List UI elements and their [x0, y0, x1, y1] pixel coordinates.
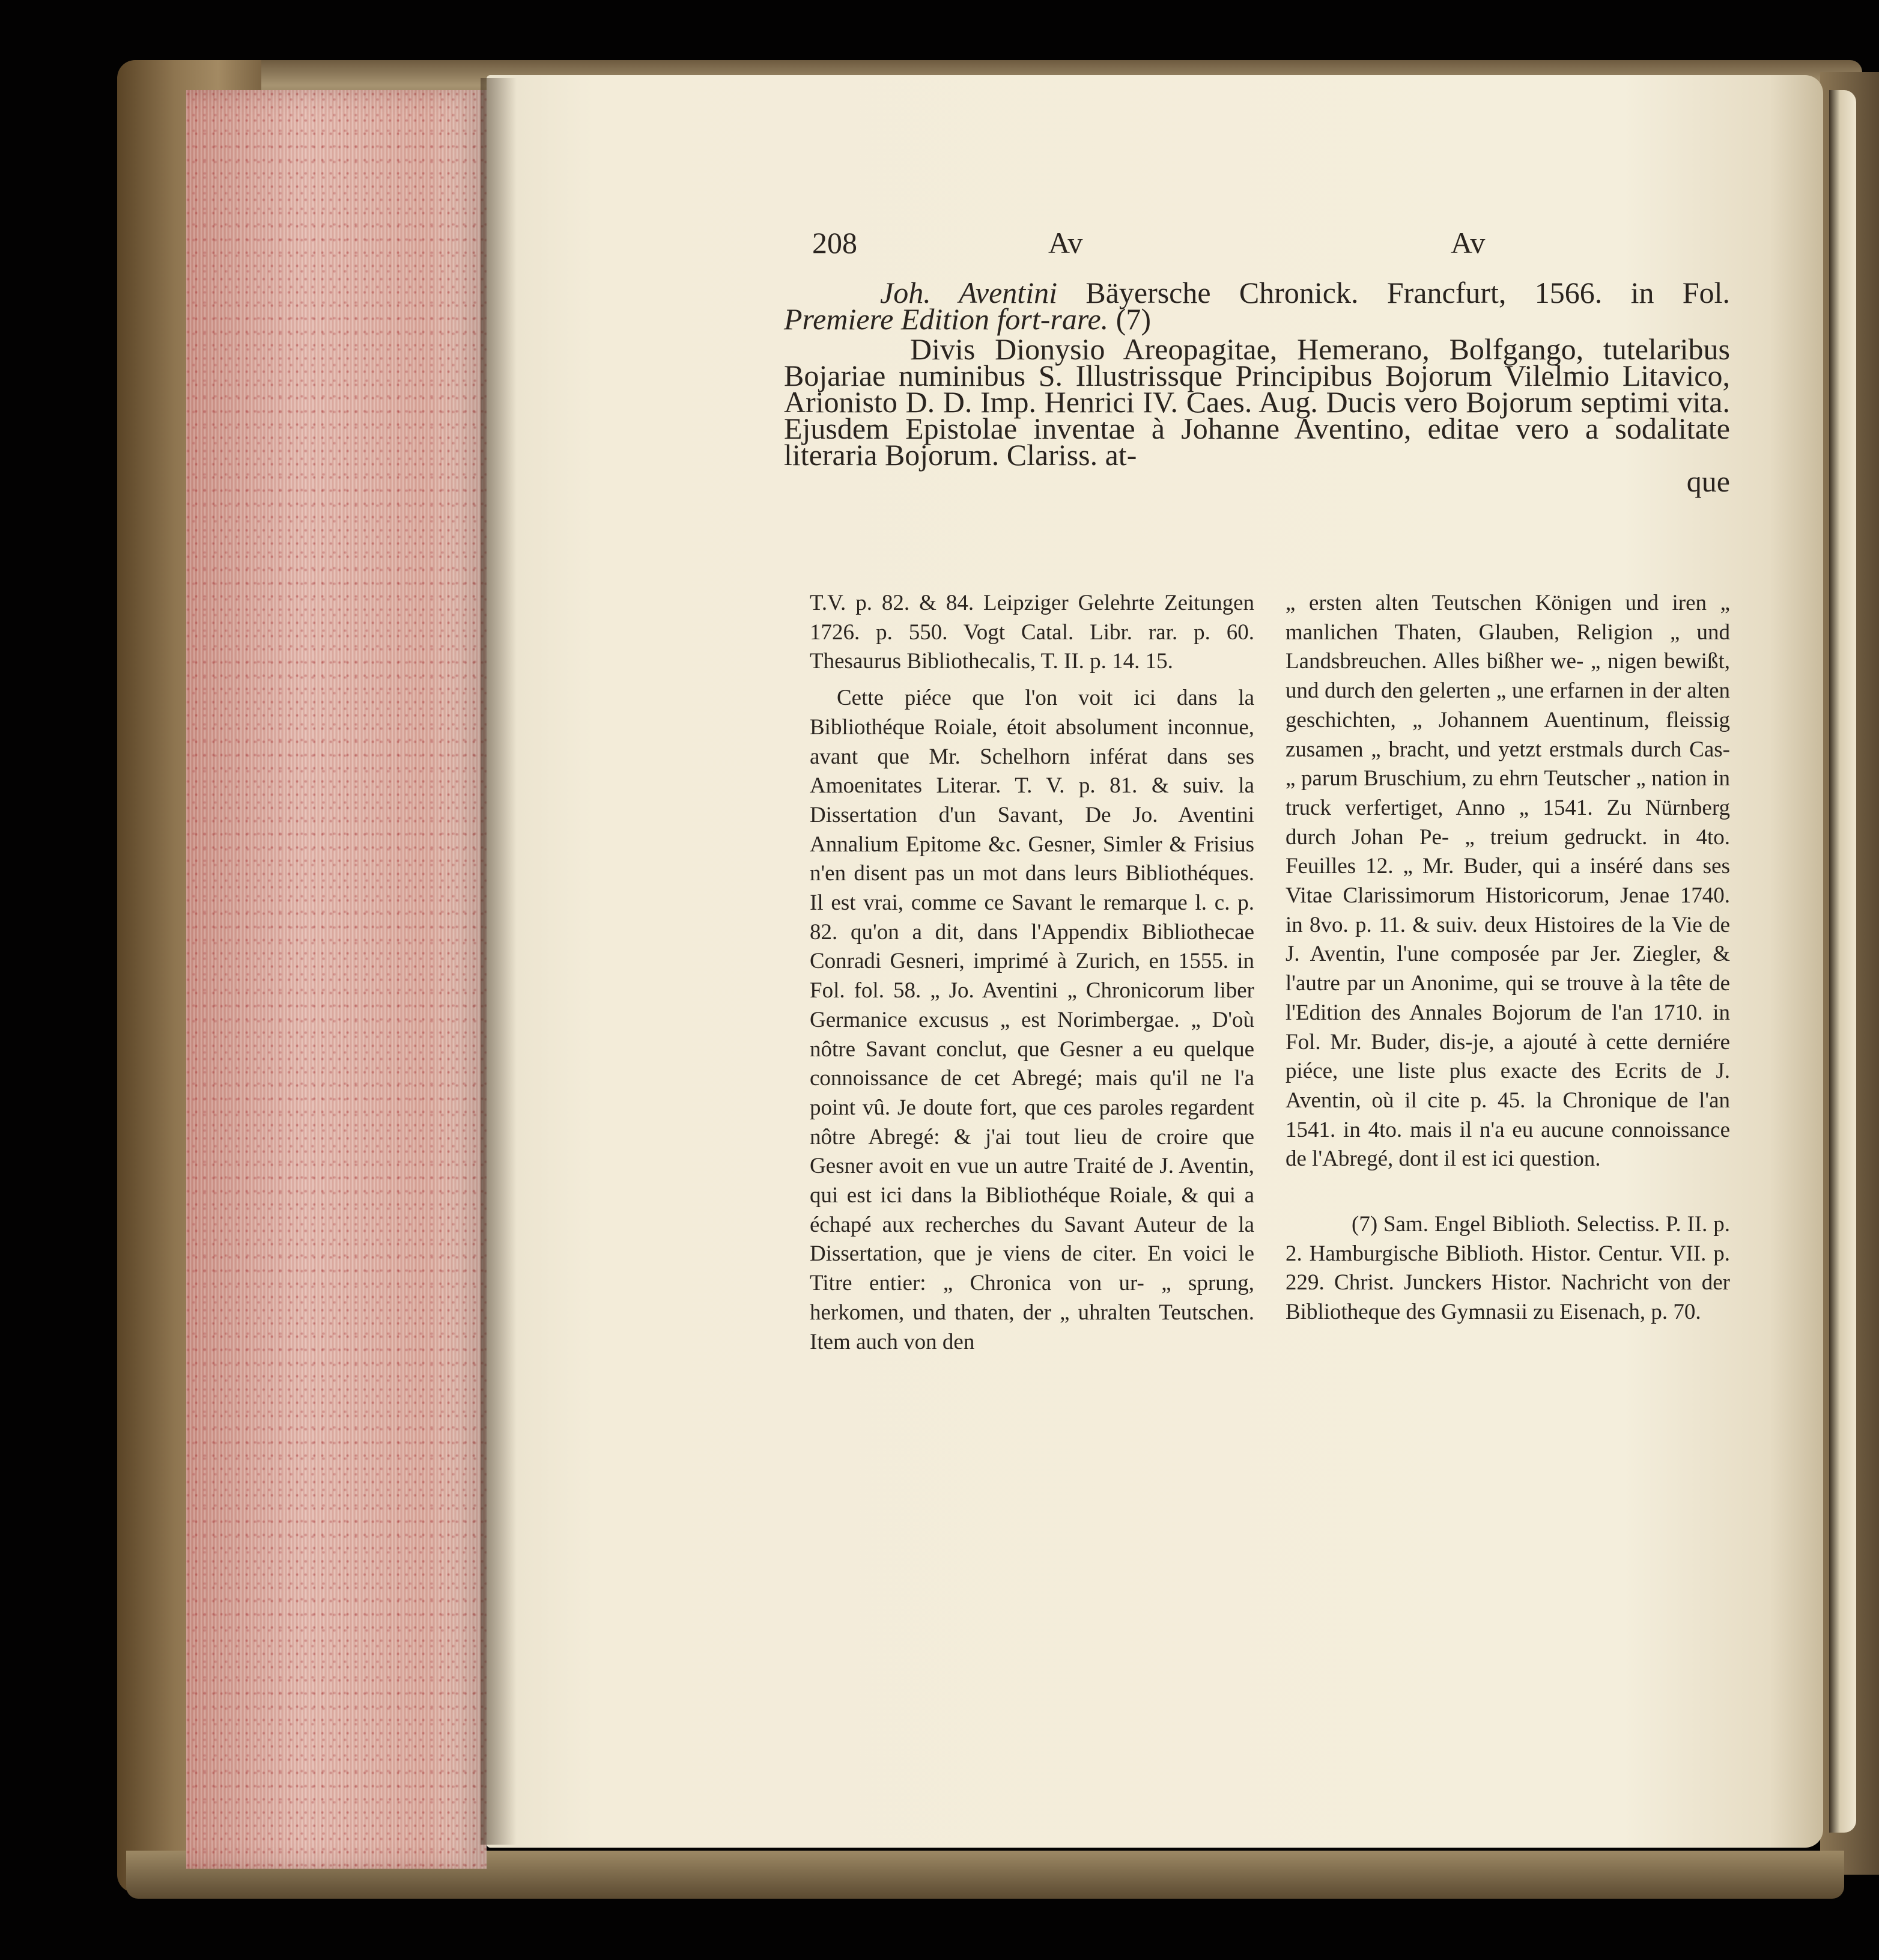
edition-note: Premiere Edition fort-rare. — [784, 302, 1109, 336]
entry-title-text: Bäyersche Chronick. Francfurt, 1566. in Fol. — [1085, 276, 1731, 309]
facing-page-edge — [1829, 90, 1856, 1833]
commentary-continuation: „ ersten alten Teutschen Königen und iren „ manlichen Thaten, Glauben, Religion „ und Landsbreuchen. Alles bißher we- „ nigen bewißt, und durch den gelerten „ une erfarnen in der alten geschichten, „ Johannem Auentinum, fleissig zusamen „ bracht, und yetzt erstmals durch Cas- „ parum Bruschium, zu ehrn Teutscher „ nation in truck verfertiget, Anno „ 1541. Zu Nürnberg durch Johan Pe- „ treium gedruckt. in 4to. Feuilles 12. „ Mr. Buder, qui a inséré dans ses Vitae Clarissimorum Historicorum, Jenae 1740. in 8vo. p. 11. & suiv. deux Histoires de la Vie de J. Aventin, l'une composée par Jer. Ziegler, & l'autre par un Anonime, qui se trouve à la tête de l'Edition des Annales Bojorum de l'an 1710. in Fol. Mr. Buder, dis-je, a ajouté à cette derniére piéce, une liste plus exacte des Ecrits de J. Aventin, où il cite p. 45. la Chronique de l'an 1541. in 4to. mais il n'a eu aucune connoissance de l'Abregé, dont il est ici question. — [1286, 591, 1730, 1172]
footnote-ref: (7) — [1116, 302, 1151, 336]
footnote: (7) Sam. Engel Biblioth. Selectiss. P. II. p. 2. Hamburgische Biblioth. Histor. Centur. VII. p. 229. Christ. Junckers Histor. Nachricht von der Bibliotheque des Gymnasii zu Eisenach, p. 70. — [1286, 1212, 1730, 1325]
commentary-paragraph: Cette piéce que l'on voit ici dans la Bibliothéque Roiale, étoit absolument inconnue, avant que Mr. Schelhorn inférat dans ses Amoenitates Literar. T. V. p. 81. & suiv. la Dissertation d'un Savant, De Jo. Aventini Annalium Epitome &c. Gesner, Simler & Frisius n'en disent pas un mot dans leurs Bibliothéques. Il est vrai, comme ce Savant le remarque l. c. p. 82. qu'on a dit, dans l'Appendix Bibliothecae Conradi Gesneri, imprimé à Zurich, en 1555. in Fol. fol. 58. „ Jo. Aventini „ Chronicorum liber Germanice excusus „ est Norimbergae. „ D'où nôtre Savant conclut, que Gesner a eu quelque connoissance de cet Abregé; mais qu'il ne l'a point vû. Je doute fort, que ces paroles regardent nôtre Abregé: & j'ai tout lieu de croire que Gesner avoit en vue un autre Traité de J. Aventin, qui est ici dans la Bibliothéque Roiale, & qui a échapé aux recherches du Savant Auteur de la Dissertation, que je viens de citer. En voici le Titre entier: „ Chronica von ur- „ sprung, herkomen, und thaten, der „ uhralten Teutschen. Item auch von den — [810, 686, 1254, 1354]
running-head-left: Av — [1048, 226, 1083, 260]
red-speckled-page-edges — [186, 90, 487, 1869]
bibliographic-references: T.V. p. 82. & 84. Leipziger Gelehrte Zeitungen 1726. p. 550. Vogt Catal. Libr. rar. p. 60. Thesaurus Bibliothecalis, T. II. p. 14. 15. — [810, 591, 1254, 674]
page-number: 208 — [812, 226, 857, 260]
entry-description: Divis Dionysio Areopagitae, Hemerano, Bolfgango, tutelaribus Bojariae numinibus S. Illustrissque Principibus Bojorum Vilelmio Litavico, Arionisto D. D. Imp. Henrici IV. Caes. Aug. Ducis vero Bojorum septimi vita. Ejusdem Epistolae inventae à Johanne Aventino, editae vero a sodalitate literaria Bojorum. Clariss. at- — [784, 332, 1730, 472]
running-head-right: Av — [1451, 226, 1486, 260]
catalog-entry — [784, 276, 1731, 498]
entry-description-end: que — [1686, 464, 1730, 498]
left-column — [810, 589, 1254, 1357]
right-column — [1286, 589, 1730, 1327]
gutter-shadow — [481, 78, 517, 1845]
running-head — [0, 225, 1879, 267]
entry-author: Joh. Aventini — [880, 276, 1057, 309]
entry-title-note — [784, 302, 1730, 336]
